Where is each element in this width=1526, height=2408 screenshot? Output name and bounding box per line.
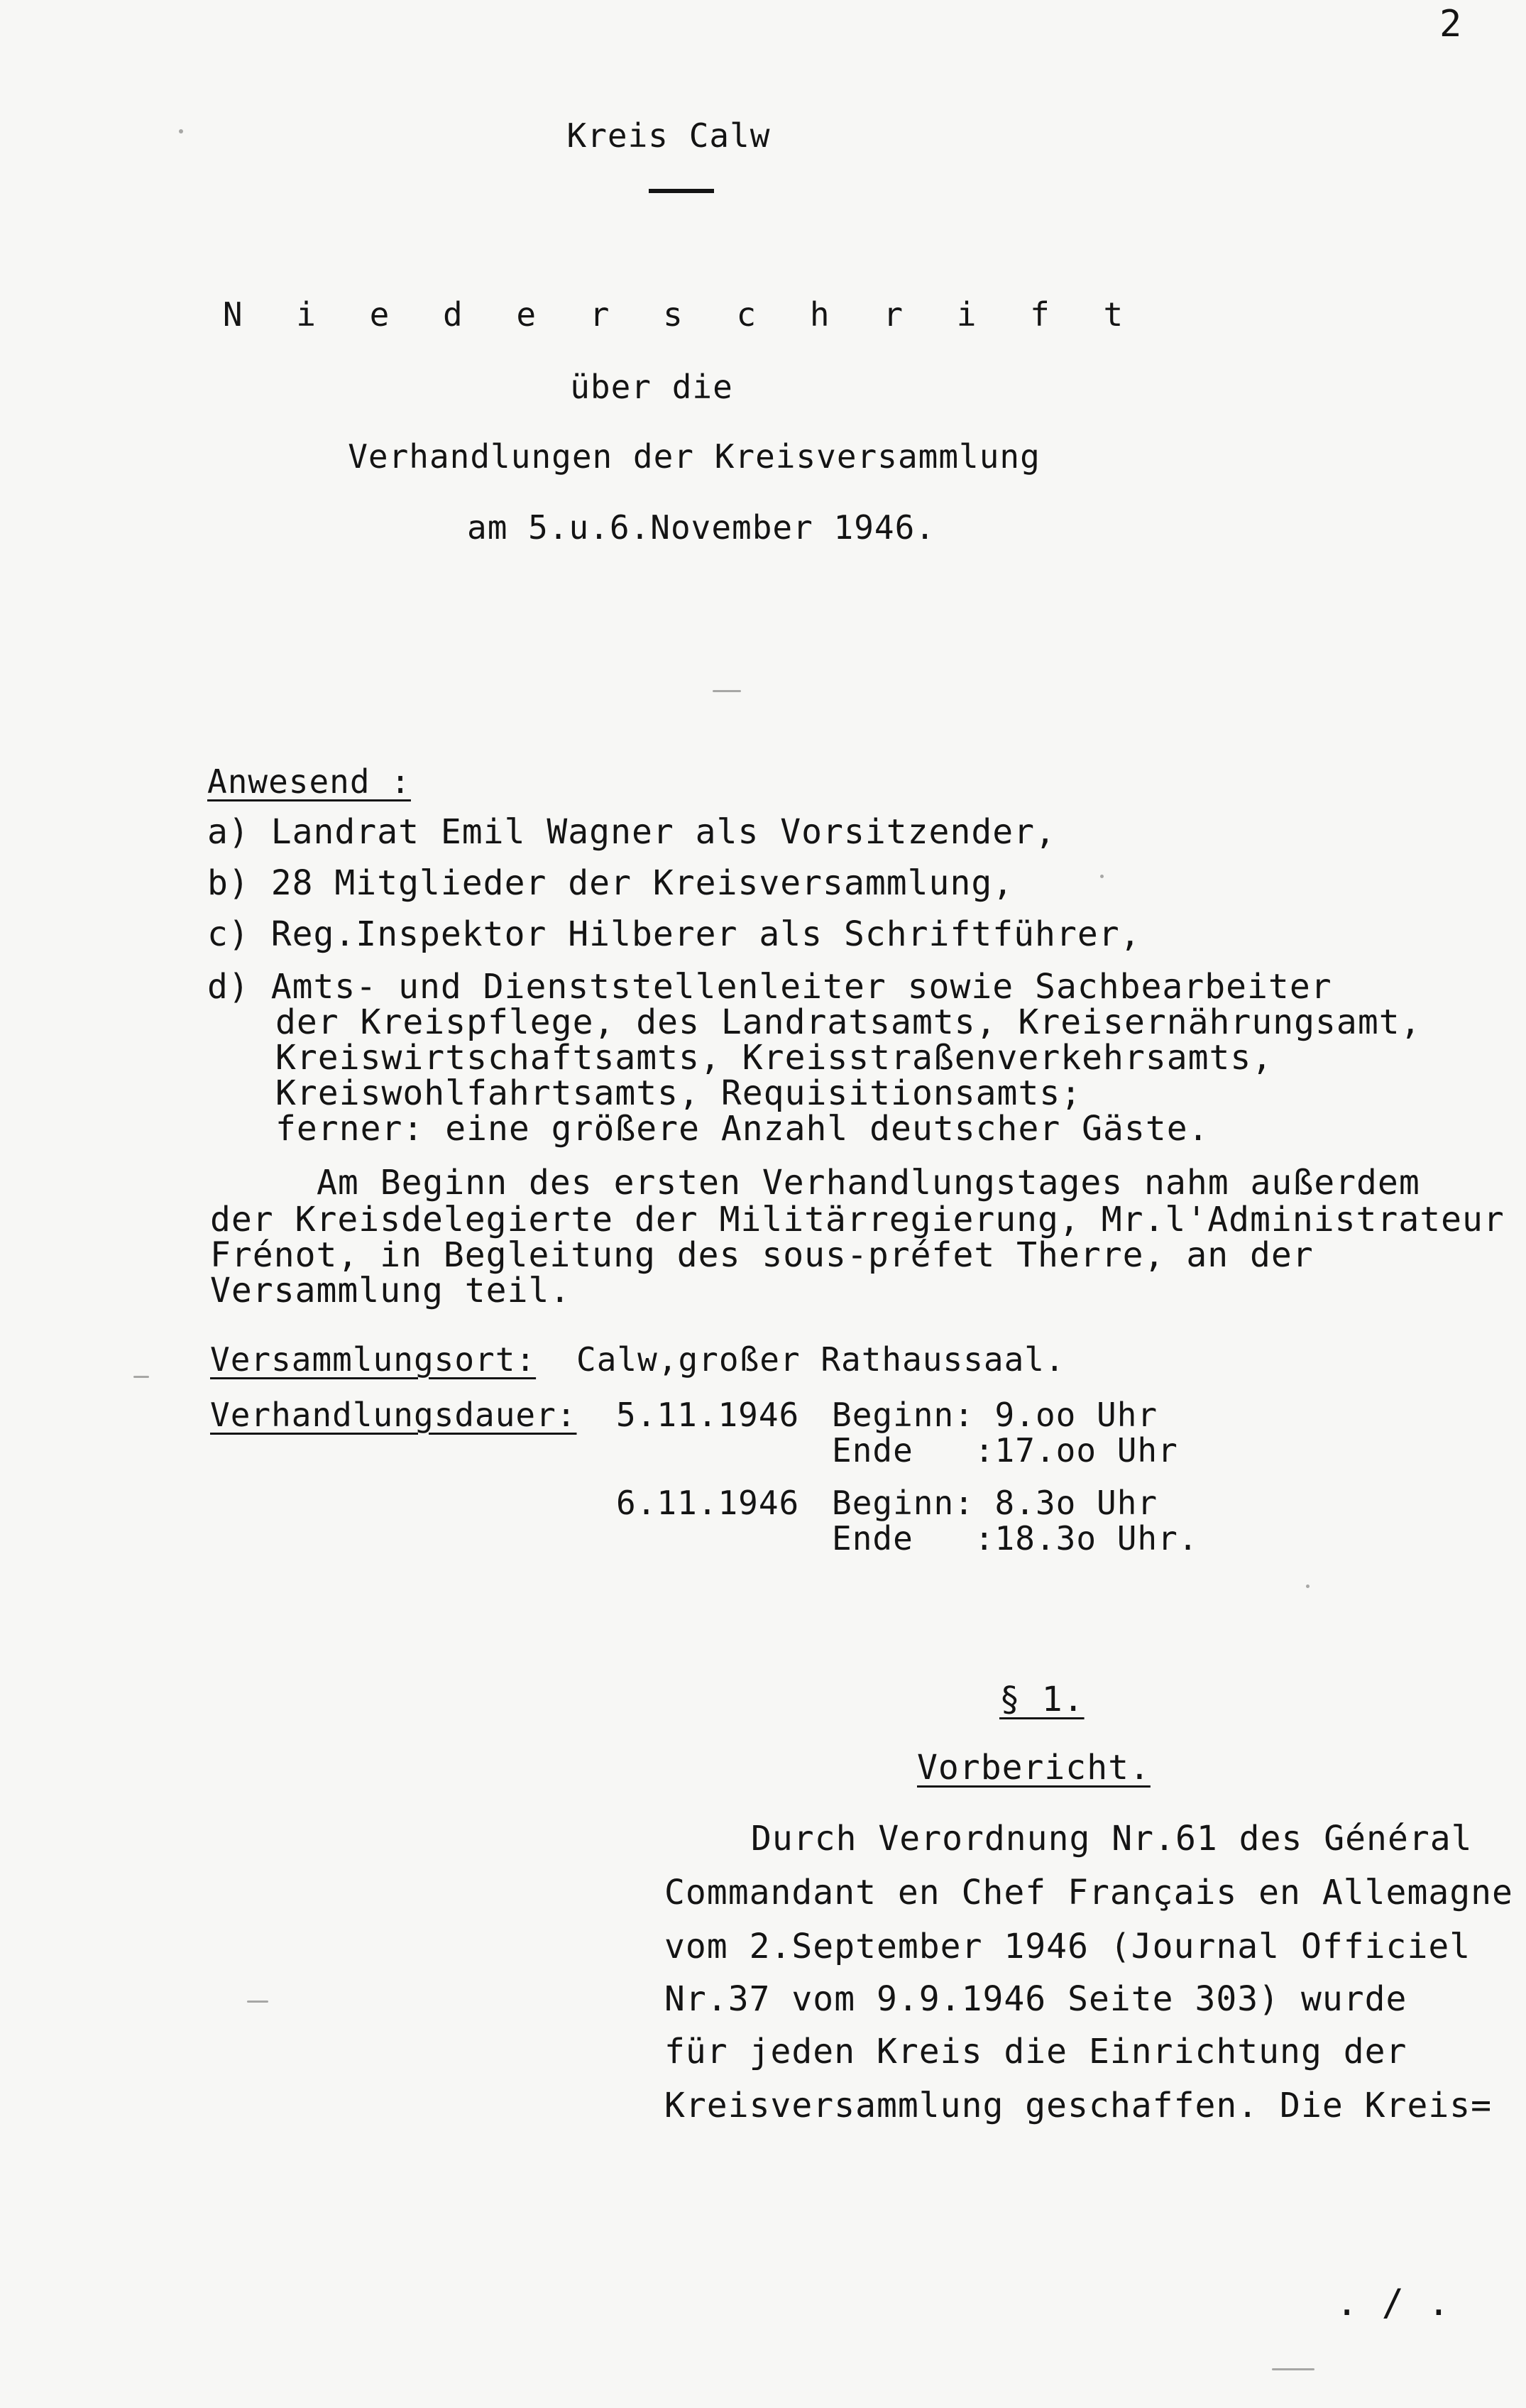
section-line: Durch Verordnung Nr.61 des Général — [751, 1819, 1473, 1859]
title-line-3: Verhandlungen der Kreisversammlung — [348, 437, 1041, 476]
attendance-item: c) Reg.Inspektor Hilberer als Schriftführer, — [207, 914, 1141, 954]
title-line-2: über die — [570, 368, 733, 406]
attendance-item-continuation: Kreiswohlfahrtsamts, Requisitionsamts; — [275, 1073, 1082, 1113]
attendance-item: b) 28 Mitglieder der Kreisversammlung, — [207, 863, 1014, 903]
title-date: am 5.u.6.November 1946. — [467, 508, 935, 547]
continuation-mark: . / . — [1336, 2282, 1451, 2324]
paragraph-line: der Kreisdelegierte der Militärregierung, Mr.l'Administrateur — [210, 1200, 1505, 1239]
paragraph-line: Am Beginn des ersten Verhandlungstages nahm außerdem — [317, 1163, 1420, 1203]
duration-end: Ende :17.oo Uhr — [832, 1431, 1178, 1470]
section-line: Commandant en Chef Français en Allemagne — [664, 1873, 1513, 1912]
attendance-heading: Anwesend : — [207, 762, 411, 801]
attendance-item-continuation: der Kreispflege, des Landratsamts, Kreisernährungsamt, — [275, 1002, 1422, 1042]
scan-speck — [179, 129, 183, 133]
header-divider — [649, 189, 714, 193]
scan-speck — [1306, 1585, 1310, 1588]
paragraph-line: Frénot, in Begleitung des sous-préfet Therre, an der — [210, 1235, 1314, 1275]
section-line: vom 2.September 1946 (Journal Officiel — [664, 1927, 1471, 1966]
scan-speck — [1100, 875, 1104, 878]
scan-speck — [713, 690, 741, 692]
duration-date: 5.11.1946 — [616, 1396, 800, 1434]
duration-begin: Beginn: 9.oo Uhr — [832, 1396, 1158, 1434]
scan-speck — [133, 1376, 149, 1378]
section-number: § 1. — [999, 1680, 1085, 1719]
page-number: 2 — [1439, 3, 1463, 45]
section-line: Kreisversammlung geschaffen. Die Kreis= — [664, 2086, 1493, 2125]
duration-date: 6.11.1946 — [616, 1484, 800, 1522]
duration-end: Ende :18.3o Uhr. — [832, 1519, 1199, 1558]
section-line: Nr.37 vom 9.9.1946 Seite 303) wurde — [664, 1979, 1407, 2019]
attendance-item-continuation: Kreiswirtschaftsamts, Kreisstraßenverkehrsamts, — [275, 1038, 1273, 1078]
section-line: für jeden Kreis die Einrichtung der — [664, 2032, 1407, 2072]
district-header: Kreis Calw — [566, 116, 771, 155]
scan-speck — [247, 2001, 268, 2003]
duration-label: Verhandlungsdauer: — [210, 1396, 577, 1434]
venue-label: Versammlungsort: — [210, 1340, 537, 1379]
venue-value: Calw,großer Rathaussaal. — [576, 1340, 1065, 1379]
paragraph-line: Versammlung teil. — [210, 1271, 571, 1310]
attendance-item-continuation: ferner: eine größere Anzahl deutscher Gäste. — [275, 1109, 1209, 1149]
section-title: Vorbericht. — [917, 1748, 1151, 1788]
duration-begin: Beginn: 8.3o Uhr — [832, 1484, 1158, 1522]
attendance-item: a) Landrat Emil Wagner als Vorsitzender, — [207, 812, 1056, 852]
attendance-item: d) Amts- und Dienststellenleiter sowie Sachbearbeiter — [207, 967, 1332, 1007]
scan-speck — [1272, 2368, 1314, 2370]
document-title: N i e d e r s c h r i f t — [222, 295, 1141, 334]
